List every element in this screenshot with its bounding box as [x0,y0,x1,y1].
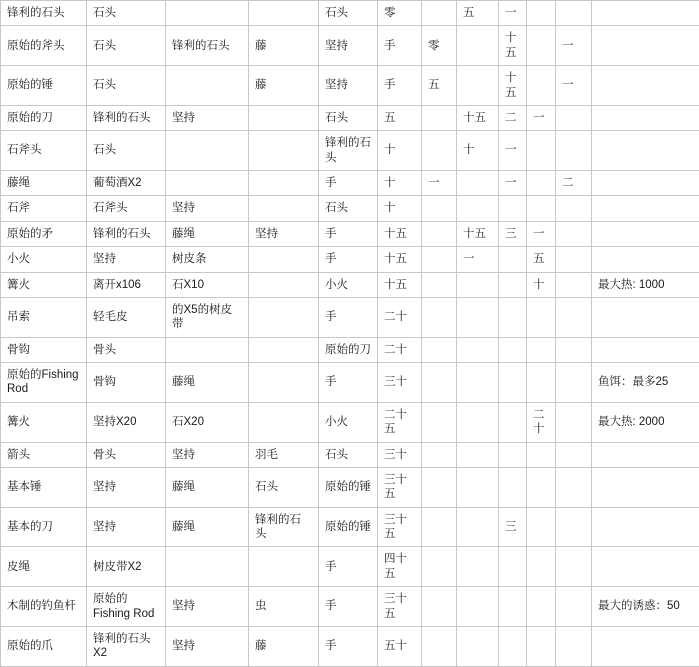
cell-value-3 [457,196,499,221]
cell-value-1: 三十五 [378,587,422,627]
cell-value-5: 五 [527,247,556,272]
cell-value-4 [499,337,527,362]
cell-value-1: 三十 [378,363,422,403]
table-row [1,131,699,171]
table-row [1,297,699,337]
cell-value-4: 三 [499,221,527,246]
cell-ingredient-2: 藤绳 [166,363,249,403]
cell-ingredient-2: 坚持 [166,587,249,627]
cell-value-6 [556,247,592,272]
cell-item-name: 藤绳 [1,171,87,196]
cell-value-6 [556,587,592,627]
cell-ingredient-2 [166,337,249,362]
cell-value-6 [556,131,592,171]
cell-ingredient-1: 轻毛皮 [87,297,166,337]
cell-ingredient-3: 石头 [249,467,319,507]
table-row [1,626,699,666]
cell-value-6: 二 [556,171,592,196]
cell-tool: 石头 [319,105,378,130]
cell-tool: 坚持 [319,66,378,106]
cell-value-2 [422,626,457,666]
cell-ingredient-2 [166,547,249,587]
cell-value-3 [457,507,499,547]
cell-ingredient-2: 藤绳 [166,467,249,507]
cell-notes [592,171,699,196]
cell-value-5: 一 [527,221,556,246]
cell-ingredient-1: 骨钩 [87,363,166,403]
cell-notes [592,131,699,171]
cell-tool: 手 [319,363,378,403]
cell-notes [592,442,699,467]
table-row [1,105,699,130]
cell-value-1: 十 [378,196,422,221]
table-row [1,26,699,66]
cell-value-5 [527,467,556,507]
cell-ingredient-2: 锋利的石头 [166,26,249,66]
cell-item-name: 原始的锤 [1,66,87,106]
cell-ingredient-1: 离开x106 [87,272,166,297]
cell-value-3 [457,337,499,362]
cell-ingredient-1: 原始的Fishing Rod [87,587,166,627]
cell-value-1: 五十 [378,626,422,666]
cell-notes: 最大热: 2000 [592,402,699,442]
cell-value-6 [556,105,592,130]
cell-ingredient-1: 石头 [87,1,166,26]
cell-ingredient-1: 石头 [87,131,166,171]
cell-value-5: 一 [527,105,556,130]
cell-value-5 [527,442,556,467]
cell-value-6 [556,442,592,467]
table-row [1,402,699,442]
cell-notes [592,221,699,246]
table-row [1,1,699,26]
cell-ingredient-2: 坚持 [166,196,249,221]
cell-ingredient-2 [166,66,249,106]
cell-value-1: 三十五 [378,507,422,547]
cell-value-5 [527,363,556,403]
cell-value-5 [527,171,556,196]
cell-value-1: 十五 [378,272,422,297]
cell-ingredient-3 [249,337,319,362]
cell-tool: 手 [319,626,378,666]
cell-value-2: 一 [422,171,457,196]
cell-value-3 [457,587,499,627]
cell-item-name: 锋利的石头 [1,1,87,26]
cell-value-6 [556,337,592,362]
cell-value-6 [556,402,592,442]
cell-notes [592,337,699,362]
cell-notes [592,66,699,106]
cell-value-4: 二 [499,105,527,130]
cell-value-1: 二十 [378,297,422,337]
table-row [1,171,699,196]
cell-tool: 原始的锤 [319,507,378,547]
cell-value-4: 一 [499,1,527,26]
cell-value-2 [422,196,457,221]
cell-ingredient-1: 坚持 [87,247,166,272]
cell-value-5: 二十 [527,402,556,442]
cell-value-2 [422,587,457,627]
cell-value-5 [527,547,556,587]
cell-value-2 [422,297,457,337]
cell-item-name: 箭头 [1,442,87,467]
cell-ingredient-2 [166,1,249,26]
cell-value-4 [499,363,527,403]
cell-item-name: 基本锤 [1,467,87,507]
cell-ingredient-2: 树皮条 [166,247,249,272]
cell-tool: 手 [319,547,378,587]
cell-notes [592,467,699,507]
cell-ingredient-1: 坚持 [87,507,166,547]
cell-tool: 手 [319,221,378,246]
cell-value-5 [527,587,556,627]
cell-value-1: 三十五 [378,467,422,507]
cell-notes [592,247,699,272]
cell-ingredient-3: 坚持 [249,221,319,246]
cell-ingredient-3 [249,105,319,130]
cell-value-5 [527,626,556,666]
cell-tool: 小火 [319,272,378,297]
cell-value-2 [422,363,457,403]
cell-value-2 [422,105,457,130]
cell-ingredient-2: 石X20 [166,402,249,442]
cell-value-6 [556,626,592,666]
cell-ingredient-2: 石X10 [166,272,249,297]
table-row [1,547,699,587]
cell-ingredient-2 [166,131,249,171]
cell-value-3: 十 [457,131,499,171]
cell-ingredient-3: 锋利的石头 [249,507,319,547]
cell-ingredient-1: 锋利的石头 [87,221,166,246]
cell-value-2 [422,1,457,26]
cell-value-1: 手 [378,66,422,106]
cell-ingredient-2: 藤绳 [166,221,249,246]
cell-tool: 手 [319,587,378,627]
cell-notes [592,297,699,337]
cell-notes [592,26,699,66]
cell-value-4 [499,297,527,337]
cell-value-2: 五 [422,66,457,106]
cell-ingredient-3 [249,131,319,171]
cell-notes: 最大的诱惑：50 [592,587,699,627]
cell-value-3 [457,66,499,106]
cell-item-name: 原始的爪 [1,626,87,666]
cell-notes [592,105,699,130]
cell-notes [592,626,699,666]
cell-value-4: 三 [499,507,527,547]
cell-value-1: 十五 [378,247,422,272]
cell-ingredient-2: 藤绳 [166,507,249,547]
cell-value-4 [499,626,527,666]
cell-value-6: 一 [556,66,592,106]
cell-value-4: 一 [499,131,527,171]
cell-notes [592,547,699,587]
cell-value-5 [527,26,556,66]
cell-notes [592,507,699,547]
cell-value-1: 十 [378,131,422,171]
cell-ingredient-1: 石斧头 [87,196,166,221]
cell-value-3 [457,272,499,297]
cell-value-1: 五 [378,105,422,130]
cell-ingredient-1: 石头 [87,66,166,106]
cell-value-1: 二十 [378,337,422,362]
cell-ingredient-2 [166,171,249,196]
cell-ingredient-1: 坚持 [87,467,166,507]
cell-value-1: 十 [378,171,422,196]
table-row [1,442,699,467]
cell-tool: 原始的锤 [319,467,378,507]
cell-item-name: 石斧头 [1,131,87,171]
cell-ingredient-1: 葡萄酒X2 [87,171,166,196]
cell-item-name: 原始的Fishing Rod [1,363,87,403]
cell-value-5 [527,337,556,362]
cell-value-4 [499,547,527,587]
cell-value-5 [527,66,556,106]
cell-value-5: 十 [527,272,556,297]
table-row [1,221,699,246]
cell-value-1: 三十 [378,442,422,467]
cell-value-3 [457,442,499,467]
cell-value-3: 五 [457,1,499,26]
cell-value-2 [422,547,457,587]
cell-value-6 [556,547,592,587]
cell-tool: 石头 [319,1,378,26]
cell-item-name: 原始的刀 [1,105,87,130]
cell-ingredient-3 [249,297,319,337]
cell-value-6 [556,507,592,547]
cell-ingredient-1: 锋利的石头X2 [87,626,166,666]
cell-value-2 [422,247,457,272]
cell-value-6 [556,297,592,337]
cell-ingredient-2: 的X5的树皮带 [166,297,249,337]
cell-value-6: 一 [556,26,592,66]
cell-ingredient-3 [249,402,319,442]
cell-value-3 [457,626,499,666]
cell-value-6 [556,467,592,507]
cell-value-1: 零 [378,1,422,26]
cell-value-6 [556,363,592,403]
cell-tool: 石头 [319,442,378,467]
cell-value-5 [527,196,556,221]
table-row [1,247,699,272]
cell-item-name: 皮绳 [1,547,87,587]
cell-ingredient-1: 骨头 [87,442,166,467]
cell-value-6 [556,221,592,246]
cell-value-2 [422,442,457,467]
cell-value-5 [527,1,556,26]
cell-tool: 原始的刀 [319,337,378,362]
cell-ingredient-3 [249,272,319,297]
cell-value-5 [527,507,556,547]
cell-value-1: 十五 [378,221,422,246]
cell-value-6 [556,1,592,26]
cell-item-name: 篝火 [1,272,87,297]
cell-value-2 [422,221,457,246]
cell-item-name: 小火 [1,247,87,272]
cell-value-5 [527,131,556,171]
cell-value-3 [457,171,499,196]
cell-value-6 [556,272,592,297]
cell-item-name: 原始的矛 [1,221,87,246]
cell-value-4 [499,247,527,272]
table-row [1,272,699,297]
cell-value-1: 二十五 [378,402,422,442]
cell-value-2 [422,402,457,442]
cell-ingredient-3 [249,171,319,196]
cell-value-3 [457,402,499,442]
cell-item-name: 原始的斧头 [1,26,87,66]
table-row [1,196,699,221]
cell-ingredient-3: 藤 [249,26,319,66]
cell-value-4 [499,196,527,221]
cell-tool: 手 [319,297,378,337]
cell-value-3: 十五 [457,221,499,246]
cell-value-2 [422,131,457,171]
cell-ingredient-3 [249,547,319,587]
cell-notes [592,1,699,26]
table-row [1,587,699,627]
cell-value-4: 十五 [499,66,527,106]
cell-value-3: 一 [457,247,499,272]
cell-tool: 锋利的石头 [319,131,378,171]
cell-value-1: 手 [378,26,422,66]
cell-tool: 手 [319,247,378,272]
cell-value-2 [422,337,457,362]
cell-ingredient-1: 石头 [87,26,166,66]
cell-value-4 [499,272,527,297]
cell-item-name: 骨钩 [1,337,87,362]
cell-item-name: 吊索 [1,297,87,337]
cell-value-3 [457,467,499,507]
cell-ingredient-3 [249,1,319,26]
table-row [1,337,699,362]
cell-value-4 [499,402,527,442]
cell-value-3 [457,363,499,403]
cell-tool: 石头 [319,196,378,221]
cell-value-4: 一 [499,171,527,196]
cell-ingredient-1: 树皮带X2 [87,547,166,587]
table-row [1,66,699,106]
cell-value-2 [422,272,457,297]
table-row [1,507,699,547]
cell-item-name: 基本的刀 [1,507,87,547]
cell-ingredient-3: 藤 [249,66,319,106]
cell-notes [592,196,699,221]
cell-value-4: 十五 [499,26,527,66]
cell-ingredient-1: 坚持X20 [87,402,166,442]
cell-ingredient-3: 羽毛 [249,442,319,467]
cell-ingredient-3 [249,247,319,272]
cell-ingredient-2: 坚持 [166,626,249,666]
cell-value-2 [422,467,457,507]
cell-item-name: 石斧 [1,196,87,221]
cell-ingredient-1: 锋利的石头 [87,105,166,130]
cell-value-5 [527,297,556,337]
cell-ingredient-2: 坚持 [166,442,249,467]
table-body [1,1,699,667]
cell-tool: 小火 [319,402,378,442]
cell-value-2 [422,507,457,547]
cell-ingredient-2: 坚持 [166,105,249,130]
cell-notes: 最大热: 1000 [592,272,699,297]
cell-ingredient-3 [249,196,319,221]
cell-item-name: 木制的钓鱼杆 [1,587,87,627]
table-row [1,467,699,507]
cell-tool: 手 [319,171,378,196]
cell-value-1: 四十五 [378,547,422,587]
cell-value-2: 零 [422,26,457,66]
cell-notes: 鱼饵：最多25 [592,363,699,403]
cell-value-3 [457,26,499,66]
cell-item-name: 篝火 [1,402,87,442]
cell-tool: 坚持 [319,26,378,66]
cell-value-6 [556,196,592,221]
cell-value-4 [499,467,527,507]
cell-value-4 [499,587,527,627]
table-row [1,363,699,403]
cell-ingredient-1: 骨头 [87,337,166,362]
cell-value-3: 十五 [457,105,499,130]
cell-value-3 [457,547,499,587]
cell-ingredient-3 [249,363,319,403]
cell-ingredient-3: 藤 [249,626,319,666]
cell-value-4 [499,442,527,467]
cell-ingredient-3: 虫 [249,587,319,627]
cell-value-3 [457,297,499,337]
